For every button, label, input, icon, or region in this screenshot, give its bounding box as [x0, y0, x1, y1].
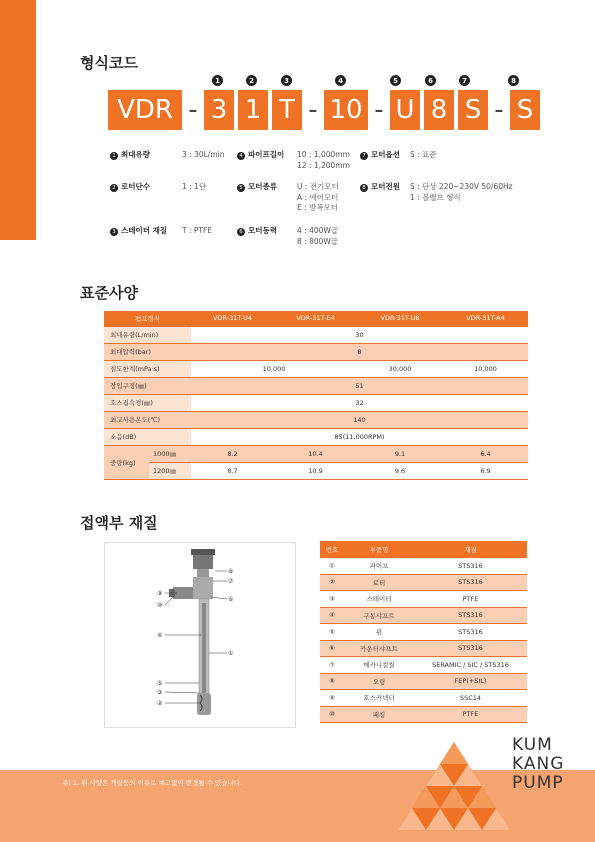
table-header-row: 펌프형식 VDR-31T-U4 VDR-31T-E4 VDR-31T-U8 VDR-31T-A4: [104, 311, 528, 326]
brand-logo-text: KUM KANG PUMP: [512, 735, 565, 793]
table-row: ⑧ 오링 FEP(+SIL): [320, 673, 527, 690]
drawing-label: ⑤: [157, 680, 163, 687]
code-part-2: 1: [238, 90, 268, 130]
table-row: ② 로터 STS316: [320, 574, 527, 591]
drawing-label: ⑧: [228, 568, 234, 575]
legend-item-3: 3 스테이터 재질 T : PTFE: [110, 226, 167, 237]
footer-note: 주) 1. 위 사양은 개량등의 이유로 예고없이 변경될 수 있습니다.: [62, 779, 243, 787]
drawing-label: ①: [228, 650, 234, 657]
drawing-label: ④: [157, 632, 163, 639]
code-part-4: 10: [324, 90, 368, 130]
code-number-2: 2: [246, 75, 257, 86]
table-row: ④ 구동샤프트 STS316: [320, 607, 527, 624]
code-number-6: 6: [425, 75, 436, 86]
legend-item-8: 8 모터전원 S : 단상 220~230V 50/60Hz 1 : 볼밸브 형식: [360, 182, 400, 193]
table-row: 중량(kg) 1000㎜ 8.2 10.4 9.1 6.4: [104, 445, 528, 462]
table-row: ⑤ 핀 STS316: [320, 624, 527, 641]
table-row: ⑦ 메카니컬씰 SERAMIC / SIC / STS316: [320, 657, 527, 674]
drawing-label: ②: [157, 700, 163, 707]
code-part-8: S: [510, 90, 540, 130]
legend-item-4: 4 파이프길이 10 : 1,000mm 12 : 1,200mm: [237, 150, 284, 161]
table-header-row: 번호 부품명 재질: [320, 541, 527, 558]
code-number-8: 8: [508, 75, 519, 86]
table-row: 최고사용온도(℃) 140: [104, 411, 528, 428]
table-row: 최대압력(bar) 8: [104, 343, 528, 360]
table-row: ⑥ 카운터샤프트 STS316: [320, 640, 527, 657]
code-part-3: T: [272, 90, 302, 130]
drawing-label: ⑦: [228, 578, 234, 585]
model-code-row: [108, 90, 540, 130]
drawing-label: ⑥: [228, 596, 234, 603]
code-dash: -: [374, 95, 384, 125]
pump-illustration: [105, 543, 297, 729]
table-row: 호스접속경(㎜) 32: [104, 394, 528, 411]
material-table: [320, 541, 527, 723]
code-number-7: 7: [459, 75, 470, 86]
code-number-1: 1: [212, 75, 223, 86]
code-dash: -: [494, 95, 504, 125]
table-row: 장입구경(㎜) 51: [104, 377, 528, 394]
legend-item-1: 1 최대유량 3 : 30L/min: [110, 150, 150, 161]
section-title-model-code: 형식코드: [80, 54, 138, 72]
table-row: ③ 스테이터 PTFE: [320, 591, 527, 608]
code-number-5: 5: [390, 75, 401, 86]
code-number-3: 3: [281, 75, 292, 86]
code-part-prefix: VDR: [108, 90, 182, 130]
table-row: 점도한계(mPa·s) 10,000 30,000 10,000: [104, 360, 528, 377]
drawing-label: ⑨: [157, 590, 163, 597]
table-row: ① 파이프 STS316: [320, 558, 527, 575]
code-part-5: U: [390, 90, 420, 130]
pump-drawing: [104, 542, 296, 728]
table-row: 1200㎜ 8.7 10.9 9.6 6.9: [104, 462, 528, 479]
section-title-material: 접액부 재질: [80, 514, 158, 532]
drawing-label: ⑩: [157, 602, 163, 609]
legend-item-6: 6 모터동력 4 : 400W급 8 : 800W급: [237, 226, 277, 237]
legend-item-5: 5 모터종류 U : 전기모터 A : 에어모터 E : 방폭모터: [237, 182, 277, 193]
table-row: ⑨ 호스커넥터 SSC14: [320, 690, 527, 707]
code-part-7: S: [458, 90, 488, 130]
code-number-4: 4: [335, 75, 346, 86]
logo-triangle-icon: [398, 742, 510, 830]
code-part-6: 8: [424, 90, 454, 130]
code-dash: -: [188, 95, 198, 125]
table-row: 최대유량(L/min) 30: [104, 326, 528, 343]
legend-item-2: 2 로터단수 1 : 1단: [110, 182, 150, 193]
code-dash: -: [308, 95, 318, 125]
spec-table: [104, 311, 528, 480]
section-title-spec: 표준사양: [80, 284, 138, 302]
code-part-1: 3: [204, 90, 234, 130]
left-accent-bar: [0, 0, 36, 240]
legend-item-7: 7 모터옵션 S : 표준: [360, 150, 400, 161]
drawing-label: ③: [157, 689, 163, 696]
table-row: 소음(dB) 85(11,000RPM): [104, 428, 528, 445]
table-row: ⑩ 패킹 PTFE: [320, 706, 527, 723]
